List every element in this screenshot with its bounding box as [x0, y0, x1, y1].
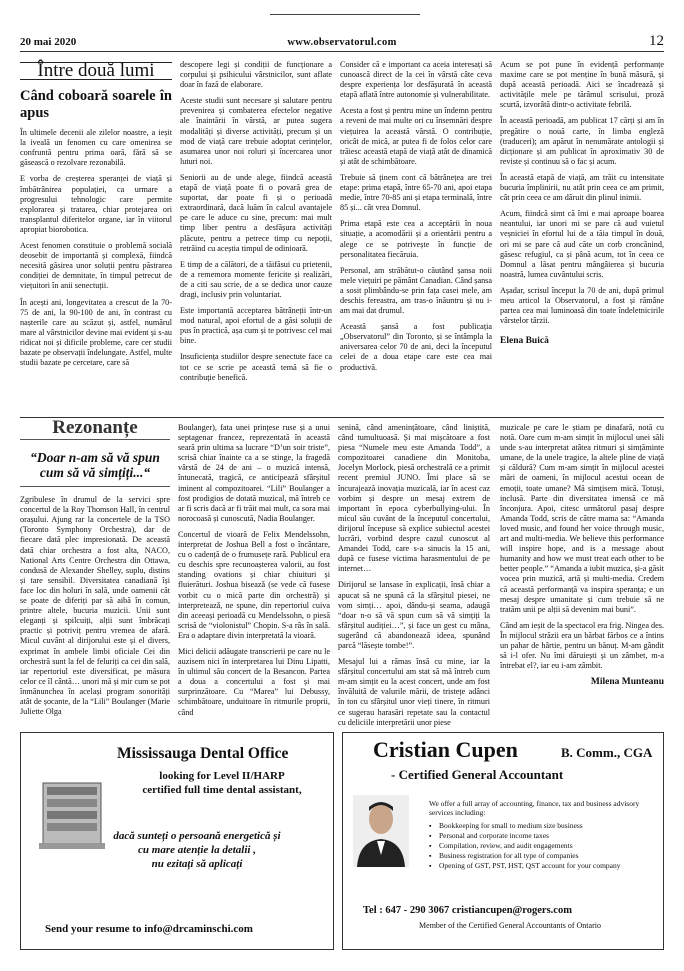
paragraph: Este importantă acceptarea bătrâneții într-un mod natural, apoi efortul de a găsi soluții de pus în practică, așa cum și te potrivesc cel mai bine. [180, 306, 332, 346]
paragraph: Prima etapă este cea a acceptării în noua situație, a acomodării și a orientării pentru a alege ce se potrivește în funcție de personalitatea fiecăruia. [340, 219, 492, 259]
accountant-membership: Member of the Certified General Accountants of Ontario [419, 921, 601, 930]
dental-office-ad[interactable] [20, 732, 334, 950]
accountant-ad[interactable] [342, 732, 664, 950]
accountant-contact[interactable]: Tel : 647 - 290 3067 cristiancupen@rogers.com [363, 905, 572, 916]
paragraph: Concertul de vioară de Felix Mendelssohn, interpretat de Joshua Bell a fost o încântare, cu o cadență de o frumusețe rară. Publicul era cu deschis spre recunoașterea valorii, au fost standing ovations și chiar chiuituri și fluierături. Joshua biseazǎ (se vede că fusese vorbit cu o mică parte din orchestră) și interpretеаzǎ, ne spune, din repertoriul cuiva din aceeași perioadă cu Mendelssohn, o piesă scrisă de “violonistul” Chopin. S-a râs în sală. Era o adaptare divin interpretată la vioară. [178, 529, 330, 640]
service-item: ▪ Compilation, review, and audit engagements [429, 841, 653, 851]
paragraph: Personal, am străbătut-o căutând șansa noii mele viețuiri pe pământ Canadian. Când șansa a sosit plimbându-se prin fața casei mele, am deschis fereastra, am tras-o înăuntru și nu i-am mai dat drumul. [340, 265, 492, 316]
article2-col4 [500, 423, 664, 720]
paragraph: În acești ani, longevitatea a crescut de la 70-75 de ani, la 90-100 de ani, în contrast cu nașterile care au scăzut și, astfel, numărul mare al vârstnicilor devine mai evident și s-au ridicat noi și dificile probleme, care cer studii bazate pe observații îndelungate. Astfel, multe studii bazate pe cercetare, care să [20, 297, 172, 368]
paragraph: Aceste studii sunt necesare și salutare pentru prevenirea și combaterea efectelor negative ale înaintării în vârstă, ar putea sugera modalități și diverse activități, precum și un mod de viață care trebuie adoptat cerințelor, asumarea unor noi roluri și încercarea unor luturi noi. [180, 96, 332, 166]
dental-ad-subtitle [117, 769, 327, 797]
article2-section-title: Rezonanțe [52, 417, 138, 438]
paragraph: senină, când amenințătoare, când liniștită, când tumultuoasă. Și mai mișcătoare a fost piesa “Numele meu este Amanda Todd”, a compozitoarei canadiene din Monitoba, Jocelyn Morlock, piesă orchestrală ce a primit recent premiul JUNO. Îmi place să se încurajează inovația muzicală, iar în acest caz vorbim și despre un mesaj extrem de important în epoca cyberbullying-ului. În micul său cuvânt de la începutul concertului, dirijorul începuse să explice subiectul acestei lucrări, vorbind despre cazul cunoscut al Amandei Todd, care s-a sinucis la 15 ani, după ce fusese victima harasmentului de pe internet… [338, 423, 490, 574]
paragraph: În această perioadă, am publicat 17 cărți și am în pregătire o nouă carte, în limba engleză (traduceri); am apărut în nenumărate antologii și dicționare și am publicat în aproximativ 30 de reviste și continuu să o fac și acum. [500, 116, 664, 166]
service-item: ▪ Personal and corporate income taxes [429, 831, 653, 841]
page-header [20, 32, 664, 52]
paragraph: Așadar, scrisul început la 70 de ani, după primul meu articol la Observatorul, a fost și rămâne partea cea mai luminoasă din toate îndeletnicirile vârstelor târzii. [500, 285, 664, 326]
dental-ad-line1: looking for Level II/HARP [159, 770, 285, 782]
article1-col3 [340, 60, 492, 407]
article1-col2 [180, 60, 332, 407]
page-number: 12 [649, 33, 664, 49]
article2-col2 [178, 423, 330, 720]
paragraph: muzicale pe care le știam pe dinafară, notă cu notă. Oare cum m-am simțit în mijlocul unei săli unde s-au interpretat atâtea ritmuri și simțăminte umane, de la unele tragice, la altele pline de viață și căldură? Cum m-am simțit în mijlocul acestei mări de oameni, în mijlocul acestui ocean de emoții, toate umane? Mă simțisem mică. Totuși, inclusă. Parte din diversitatea imensă ce mă înconjura. Apoi, citesc următorul pasaj despre Amanda Todd, scris de către mama sa: “Amanda loved music, and found her voice through music, art and multi-media. We believe this performance will inspire hope, and is a message about humanity and how we must treat each other to be better people.” “Amanda a iubit muzica, și-a găsit vocea prin muzică, artă și multi-media. Credem că această performanță va inspira speranța; e un mesaj despre umanitate și cum trebuie să ne tratăm unii pe alții să devenim mai buni”. [500, 423, 664, 614]
paragraph: Această șansă a fost publicația „Observatorul” din Toronto, și se întâmpla la aniversarea celor 70 de ani, deci la începutul celei de a doua etape care este cea mai productivă. [340, 322, 492, 372]
paragraph: Insuficiența studiilor despre senectute face ca tot ce se scrie pe această temă să fie o contribuție benefică. [180, 352, 332, 382]
article2-col3 [338, 423, 490, 727]
article2-author: Milena Munteanu [590, 677, 664, 688]
paragraph: descopere legi și condiții de funcționare a corpului și psihicului vârstnicilor, sunt aflate doar în fază de elaborare. [180, 60, 332, 90]
paragraph: În această etapă de viață, am trăit cu intensitate bucuria împlinirii, nu atât prin ceea ce am primit, cât prin ceea ce am dăruit din plinul inimii. [500, 172, 664, 203]
paragraph: Când am ieșit de la spectacol era frig. Ningea des. În mijlocul străzii era un bărbat fărbos ce a întins un pahar de hârtie, pentru un bănuț. M-am gândit să i-l ofer. Nu îmi dăruiești și un zâmbet, m-a întrebat el?, iar eu i-am zâmbit. [500, 620, 664, 671]
accountant-title: - Certified General Accountant [391, 767, 564, 782]
paragraph: Trebuie să ținem cont că bătrânețea are trei etape: prima etapă, între 65-70 ani, apoi etapa medie, între 70-85 ani și etapa terminală, între 85 și... cât vrea Domnul. [340, 172, 492, 213]
dental-ad-title: Mississauga Dental Office [117, 745, 289, 762]
paragraph: Boulanger), fata unei prințese ruse și a unui septagenar francez, reprezentată în această seară prin ultima sa lucrare “D’un soir triste”, scrisă chiar înainte ca a se stinge, la fragedă vârstă de 24 de ani – o muzică intensă, întunecată, tragică, ce anticipează sfârșitul iminent al compozitoarei. “Lili” Boulanger a fost prodigios de dotată muzical, mă întreb ce ar fi scris dacă ar fi trăit mai mult, ca sora mai norocoasă și cunoscută, Nadia Boulanger. [178, 423, 330, 523]
accountant-services [429, 821, 653, 871]
paragraph: Mesajul lui a rămas însă cu mine, iar la sfârșitul concertului am stat să mă întreb cum m-am simțit eu la acest concert, unde am fost învăluită de valurile mării, de tristețe adânci în ton cu sfârșitul unor vieți tinere, în ritmuri ce sugerau harasări repetate sau la contactul cu deliciile interpretării unor piese [338, 657, 490, 727]
dental-ad-line2: certified full time dental assistant, [142, 784, 302, 796]
article1-headline: Când coboară soarele în apus [20, 88, 172, 122]
dental-ad-body [81, 829, 313, 871]
section-underline [20, 439, 170, 440]
top-rule [270, 14, 420, 15]
service-item: ▪ Business registration for all type of companies [429, 851, 653, 861]
paragraph: Acum, fiindcă simt că îmi e mai aproape boarea neantului, iar unorі mi se pare că aud vuietul veșniciei în efortul lui de a tăia timpul în două, ori mi se pare că aud căte un corb croncănind, găsesc refugiul, ca și până acum, tot în ceea ce Domnul a lăsat pentru mângâierea și bucuria noastră, lumea cuvântului scris. [500, 209, 664, 279]
website-link[interactable]: www.observatorul.com [287, 37, 397, 48]
paragraph: Acest fenomen constituie o problemă socială deosebit de importantă și complexă, fiindcă necesită găsirea unor soluții pentru păstrarea condiției de demnitate, în timpul petrecut de viețuitori în anii senectuții. [20, 241, 172, 291]
paragraph: Dirijorul se lansase în explicații, însă chiar a apucat să ne spună că la sfârșitul piesei, ne vom simți… apoi, dându-și seama, adaugă “doar n-o să vă spun cum să vă simțiți la sfârșitul audiției…”, și face un gest cu mâna, sugerând că abandonează ideea, spunând parcă “lăsește tombe!”. [338, 580, 490, 650]
portrait-icon [353, 795, 409, 867]
accountant-credentials: B. Comm., CGA [561, 745, 653, 760]
article1-section-title: Între două lumi [20, 62, 172, 80]
headline-underline [20, 486, 170, 487]
paragraph: Zgribulese în drumul de la servici spre concertul de la Roy Thomson Hall, în centrul orașului. Ajung rar la concertele de la TSO (Toronto Symphony Orchestra), dar de fiecare dată plec impresionată. De această dată chiar orchestra a fost alta, NACO, National Arts Centre Orchestra din Ottawa, condusă de Alexander Shelley, suplu, distins și tare sensibil. Diversitatea canadiană își face loc din holuri în sală, unde oamenii cât se poate de diferiți par să aibă în comun, printre altele, bucuria muzicii. Unii sunt eleganți și spilcuiți, alții sunt îmbrăcați practic și potriviț pentru vremea de afară. Micul cuvânt al dirijorului este și el divers, exprimat în ambele limbi oficiale Cei din orchestră sunt la fel de felurіți ca cei din sală, iar repertoriul este diversificat, pe măsura celor ce îl cântă… unorі mă și mir cum se pot înmănunchea în același program sonorități atât de șocante, de la “Lili” Boulanger (Marie Juliette Olga [20, 495, 170, 717]
paragraph: Consider că e important ca aceia interesați să cunoască direct de la cei în vârstă câte ceva despre experiența lor desfășurată în această etapă aflată între autonomie și vulnerabilitate. [340, 60, 492, 100]
paragraph: E timp de a călători, de a tăifăsui cu prietenii, de a rememora momente fericite și realizări, de a citi sau scrie, de a se dedica unor cauze dragi, inclusiv prin voluntariat. [180, 259, 332, 299]
article1-author: Elena Buică [500, 336, 549, 347]
accountant-intro: We offer a full array of accounting, finance, tax and business advisory services including: [429, 799, 640, 817]
paragraph: Acum se pot pune în evidență performanțe maxime care se pot menține în bună măsură, și după această perioadă. Aici se încadrează și activitățile mele pe tărâmul scrisului, proză scurtă, izvorâtă dintr-o activitate febrilă. [500, 60, 664, 110]
article2-headline: “Doar n-am să vă spun cum să vă simțiți...“ [30, 450, 160, 481]
paragraph: În ultimele decenii ale zilelor noastre, a ieșit la iveală un fenomen cu care omenirea se confruntă pentru prima oară, fără să se găsească o rezolvare rezonabilă. [20, 128, 172, 168]
dental-ad-body1: dacă sunteți o persoană energetică și [113, 830, 281, 842]
article1-col1 [20, 62, 172, 407]
issue-date: 20 mai 2020 [20, 36, 77, 48]
service-item: ▪ Opening of GST, PST, HST, QST account for your company [429, 861, 653, 871]
accountant-name: Cristian Cupen [373, 737, 518, 762]
paragraph: Acesta a fost și pentru mine un îndemn pentru a reveni de mai multe ori cu însemnări despre viețuirea la această vârstă. O contribuție, oricât de mică, ar putea fi de folos celor care trăiesc această etapă de viață atât de dinamică și atât de schimbătoare. [340, 106, 492, 166]
article2-col1 [20, 417, 170, 720]
dental-ad-body2: cu mare atenție la detalii , [138, 844, 256, 856]
dental-ad-body3: nu ezitați să aplicați [151, 858, 243, 870]
paragraph: E vorba de creșterea speranței de viață și îmbătrânirea populației, ca urmare a progresului tehnologic care permite explorarea și tratarea, chiar protejarea ori transplantul diferitelor organe, iar în viitorul apropiat bioroboticа. [20, 174, 172, 234]
paragraph: Mici delicii adăugate transcrierii pe care nu le auzisem nici în interpretarea lui Dinu Lipatti, în ultimul său concert de la Besancon. Partea a doua a concertului a fost și mai surprinzătoare. Cu “Marea” lui Debussy, schimbătoare, unduitoare în ritmurile proprii, când [178, 646, 330, 717]
article1-col4 [500, 60, 664, 415]
dental-ad-email[interactable]: Send your resume to info@drcaminschi.com [45, 923, 253, 935]
service-item: ▪ Bookkeeping for small to medium size business [429, 821, 653, 831]
paragraph: Seniorii au de unde alege, fiindcă această etapă de viață poate fi o povară grea de suportat, dar poate fi și o perioadă extraordinară, dacă luăm în calcul avantajele pe care le aduce cu sine, precum: mai mult timp liber pentru a desfășura activități plăcute, pentru a petrece timp cu nepoții, retrăind cu aceștia timpul de odinioară. [180, 172, 332, 253]
